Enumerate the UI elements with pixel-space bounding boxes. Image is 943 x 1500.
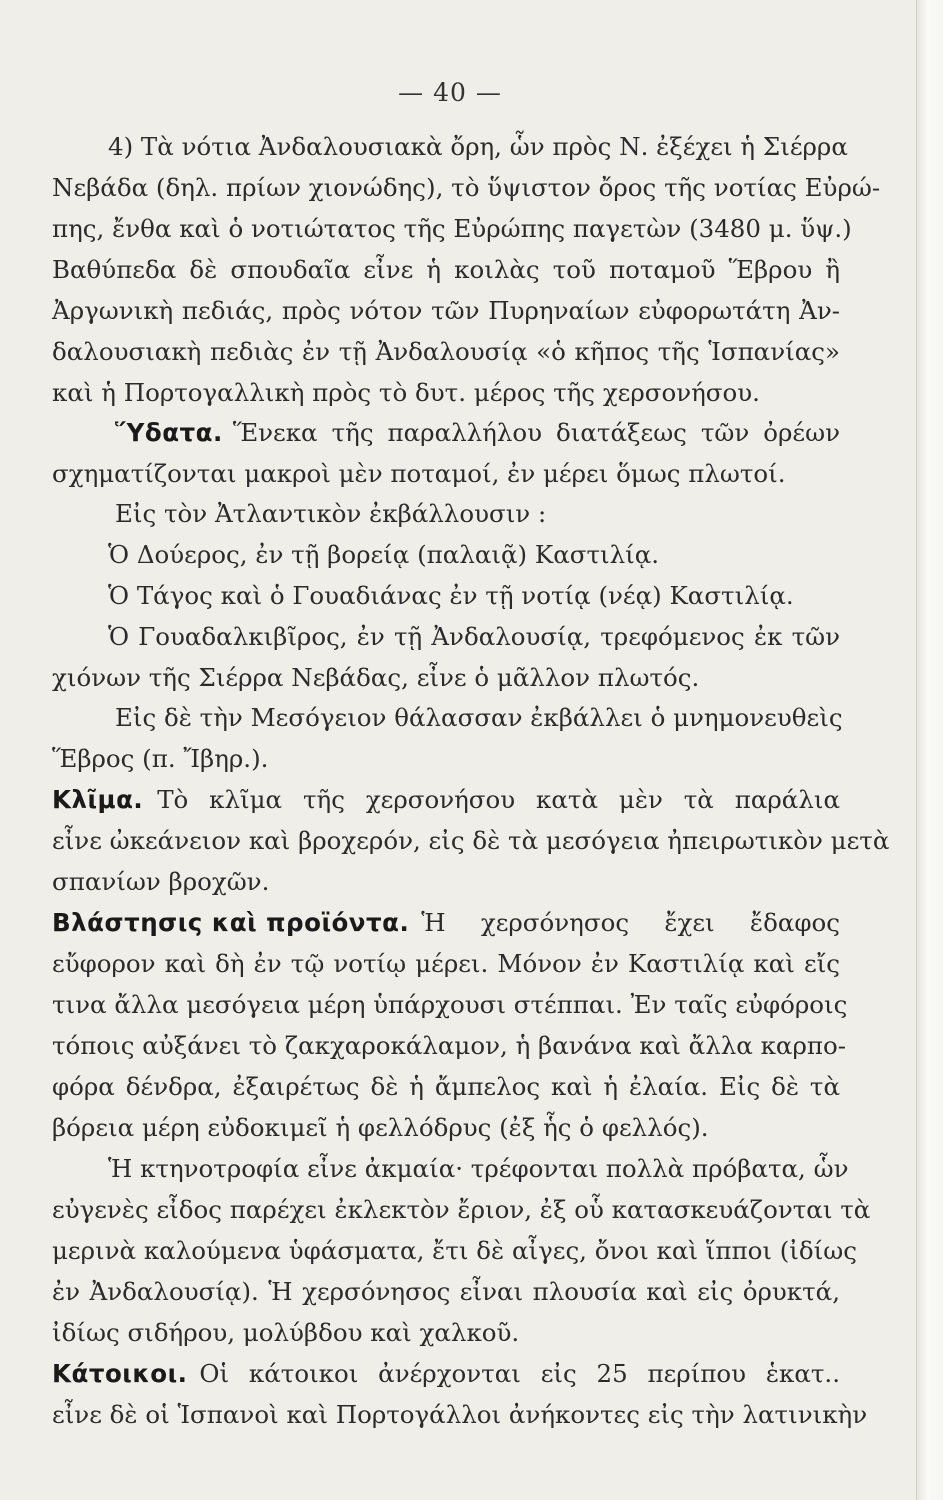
section-vegetation: [52, 908, 840, 937]
section-heading-vegetation: Βλάστησις καὶ προϊόντα.: [52, 908, 410, 937]
text-line: Οἱ κάτοικοι ἀνέρχονται εἰς 25 περίπου ἑκατ..: [199, 1359, 840, 1388]
text-line: ἐν Ἀνδαλουσίᾳ). Ἡ χερσόνησος εἶναι πλουσία καὶ εἰς ὀρυκτά,: [52, 1277, 840, 1306]
text-line: Ὁ Δούερος, ἐν τῇ βορείᾳ (παλαιᾷ) Καστιλίᾳ.: [108, 540, 660, 569]
section-waters: [115, 418, 840, 447]
text-line: Ὁ Γουαδαλκιβῖρος, ἐν τῇ Ἀνδαλουσίᾳ, τρεφόμενος ἐκ τῶν: [108, 622, 840, 651]
text-line: χιόνων τῆς Σιέρρα Νεβάδας, εἶνε ὁ μᾶλλον πλωτός.: [52, 663, 700, 692]
text-line: τόποις αὐξάνει τὸ ζακχαροκάλαμον, ἡ βανάνα καὶ ἄλλα καρπο-: [52, 1031, 846, 1060]
section-heading-climate: Κλῖμα.: [52, 785, 144, 814]
page-edge: [916, 0, 943, 1500]
text-line: Ἀργωνικὴ πεδιάς, πρὸς νότον τῶν Πυρηναίων εὐφορωτάτη Ἀν-: [52, 296, 840, 325]
text-line: Ὁ Τάγος καὶ ὁ Γουαδιάνας ἐν τῇ νοτίᾳ (νέᾳ) Καστιλίᾳ.: [108, 581, 794, 610]
text-line: καὶ ἡ Πορτογαλλικὴ πρὸς τὸ δυτ. μέρος τῆς χερσονήσου.: [52, 378, 760, 407]
text-line: Εἰς δὲ τὴν Μεσόγειον θάλασσαν ἐκβάλλει ὁ μνημονευθεὶς: [115, 703, 843, 732]
text-line: Βαθύπεδα δὲ σπουδαῖα εἶνε ἡ κοιλὰς τοῦ ποταμοῦ Ἕβρου ἢ: [52, 255, 840, 284]
text-line: Ἡ κτηνοτροφία εἶνε ἀκμαία· τρέφονται πολλὰ πρόβατα, ὧν: [108, 1154, 849, 1183]
text-line: εὔφορον καὶ δὴ ἐν τῷ νοτίῳ μέρει. Μόνον ἐν Καστιλίᾳ καὶ εἴς: [52, 949, 840, 978]
text-line: 4) Τὰ νότια Ἀνδαλουσιακὰ ὄρη, ὧν πρὸς Ν. ἐξέχει ἡ Σιέρρα: [108, 132, 848, 161]
text-line: φόρα δένδρα, ἐξαιρέτως δὲ ἡ ἄμπελος καὶ ἡ ἐλαία. Εἰς δὲ τὰ: [52, 1072, 840, 1101]
text-line: Τὸ κλῖμα τῆς χερσονήσου κατὰ μὲν τὰ παράλια: [157, 785, 840, 814]
text-line: Εἰς τὸν Ἀτλαντικὸν ἐκβάλλουσιν :: [115, 499, 547, 528]
text-line: Ἕβρος (π. Ἴβηρ.).: [52, 744, 269, 773]
page-number: — 40 —: [398, 78, 502, 107]
text-line: εἶνε δὲ οἱ Ἱσπανοὶ καὶ Πορτογάλλοι ἀνήκοντες εἰς τὴν λατινικὴν: [52, 1400, 868, 1429]
text-line: μερινὰ καλούμενα ὑφάσματα, ἔτι δὲ αἶγες, ὄνοι καὶ ἵπποι (ἰδίως: [52, 1236, 857, 1265]
text-line: ἰδίως σιδήρου, μολύβδου καὶ χαλκοῦ.: [52, 1318, 520, 1347]
section-heading-waters: Ὕδατα.: [115, 418, 223, 447]
text-line: Ἡ χερσόνησος ἔχει ἔδαφος: [421, 908, 840, 937]
text-line: πης, ἔνθα καὶ ὁ νοτιώτατος τῆς Εὐρώπης παγετὼν (3480 μ. ὕψ.): [52, 214, 852, 243]
text-line: σχηματίζονται μακροὶ μὲν ποταμοί, ἐν μέρει ὅμως πλωτοί.: [52, 459, 786, 488]
text-line: σπανίων βροχῶν.: [52, 867, 270, 896]
text-line: τινα ἄλλα μεσόγεια μέρη ὑπάρχουσι στέππαι. Ἐν ταῖς εὐφόροις: [52, 990, 848, 1019]
text-line: εὐγενὲς εἶδος παρέχει ἐκλεκτὸν ἔριον, ἐξ οὗ κατασκευάζονται τὰ: [52, 1195, 871, 1224]
text-line: Ἕνεκα τῆς παραλλήλου διατάξεως τῶν ὀρέων: [232, 418, 840, 447]
text-line: βόρεια μέρη εὐδοκιμεῖ ἡ φελλόδρυς (ἐξ ἧς ὁ φελλός).: [52, 1113, 709, 1142]
section-climate: [52, 785, 840, 814]
text-line: Νεβάδα (δηλ. πρίων χιονώδης), τὸ ὕψιστον ὄρος τῆς νοτίας Εὐρώ-: [52, 173, 881, 202]
text-line: εἶνε ὠκεάνειον καὶ βροχερόν, εἰς δὲ τὰ μεσόγεια ἠπειρωτικὸν μετὰ: [52, 826, 890, 855]
section-inhabitants: [52, 1359, 840, 1388]
text-line: δαλουσιακὴ πεδιὰς ἐν τῇ Ἀνδαλουσίᾳ «ὁ κῆπος τῆς Ἱσπανίας»: [52, 337, 840, 366]
section-heading-inhabitants: Κάτοικοι.: [52, 1359, 188, 1388]
